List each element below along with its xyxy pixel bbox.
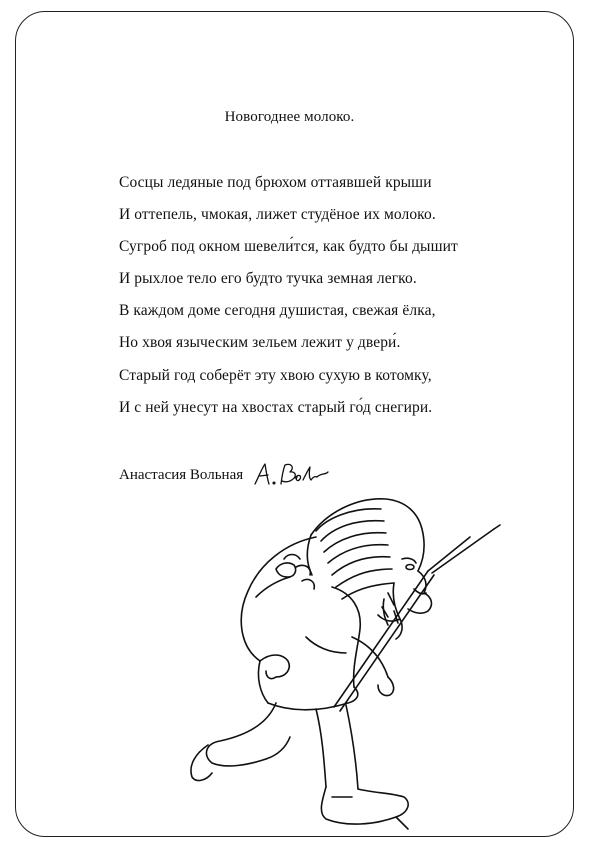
author-signature-row — [119, 462, 331, 488]
poem-line: Сосцы ледяные под брюхом оттаявшей крыши — [119, 174, 432, 191]
author-name: Анастасия Вольная — [119, 466, 244, 483]
poem-line: Старый год соберёт эту хвою сухую в котомку, — [119, 366, 432, 384]
poem-line: И оттепель, чмокая, лижет студёное их молоко. — [119, 206, 436, 224]
poem-title: Новогоднее молоко. — [224, 109, 355, 125]
poem-line: Но хвоя языческим зельем лежит у двери́. — [119, 334, 401, 352]
poem-line: И рыхлое тело его будто тучка земная легко. — [119, 270, 417, 288]
page-card — [15, 11, 574, 837]
poem-line: В каждом доме сегодня душистая, свежая ёлка, — [119, 302, 436, 320]
poem-line: И с ней унесут на хвостах старый го́д снегири. — [119, 398, 433, 416]
old-man-illustration — [156, 497, 526, 847]
poem-line: Сугроб под окном шевели́тся, как будто бы дышит — [119, 238, 458, 256]
poem-body — [119, 172, 458, 429]
handwritten-signature — [251, 460, 331, 490]
